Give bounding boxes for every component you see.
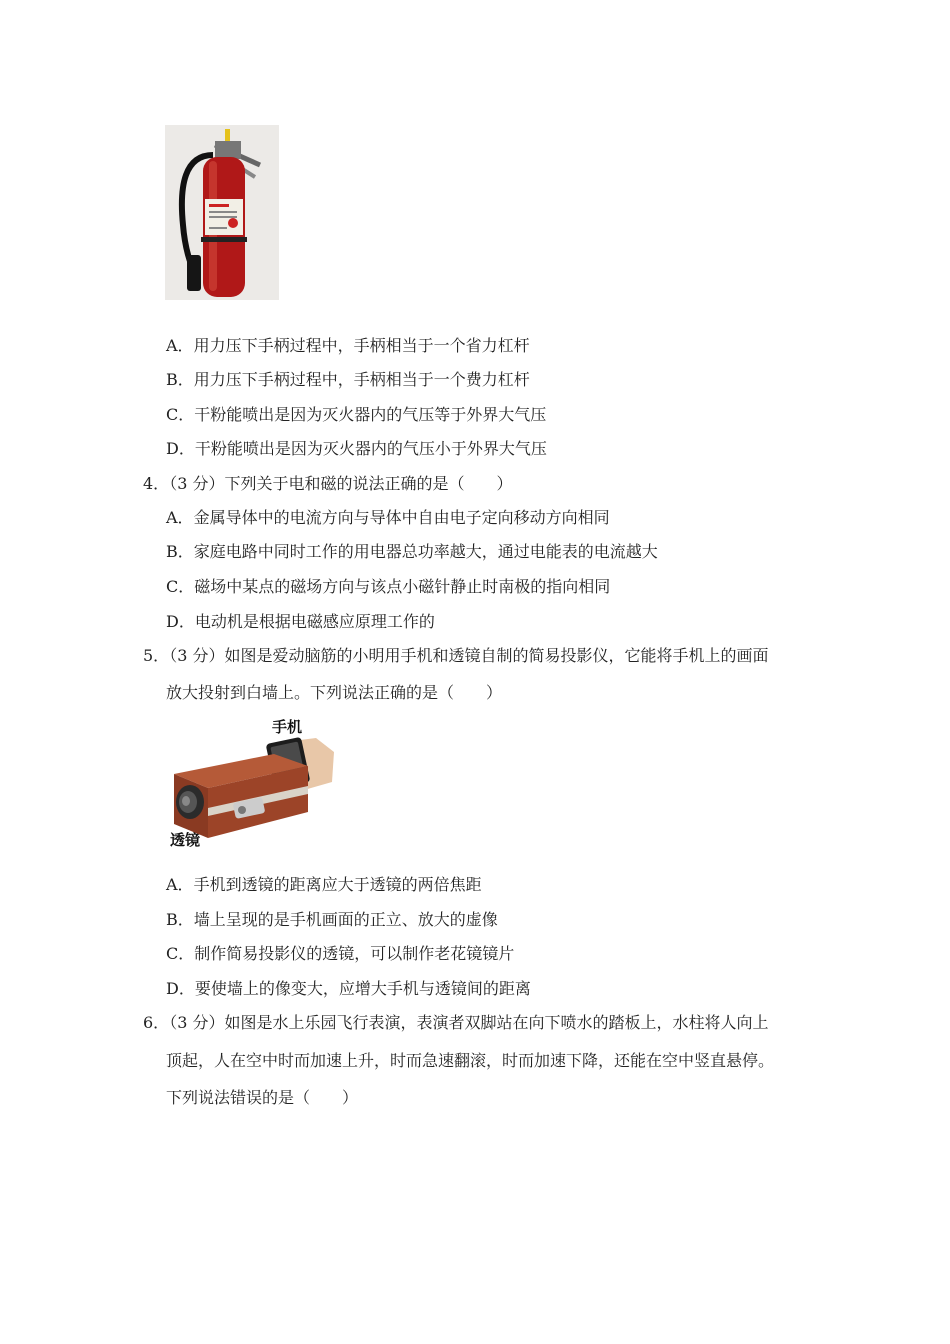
q3-option-b: B．用力压下手柄过程中，手柄相当于一个费力杠杆 — [166, 370, 530, 389]
q6-stem-line1: 6．（3 分）如图是水上乐园飞行表演，表演者双脚站在向下喷水的踏板上，水柱将人向上 — [143, 1013, 769, 1032]
q4-stem: 4．（3 分）下列关于电和磁的说法正确的是（ ） — [143, 474, 513, 493]
lens-label: 透镜 — [170, 831, 201, 849]
projector-image — [166, 712, 338, 852]
q4-option-d: D．电动机是根据电磁感应原理工作的 — [166, 612, 435, 631]
q5-stem-line2: 放大投射到白墙上。下列说法正确的是（ ） — [166, 683, 503, 702]
q5-option-a: A．手机到透镜的距离应大于透镜的两倍焦距 — [166, 875, 482, 894]
q4-option-a: A．金属导体中的电流方向与导体中自由电子定向移动方向相同 — [166, 508, 610, 527]
phone-label: 手机 — [272, 718, 303, 736]
q3-option-c: C．干粉能喷出是因为灭火器内的气压等于外界大气压 — [166, 405, 547, 424]
q3-option-a: A．用力压下手柄过程中，手柄相当于一个省力杠杆 — [166, 336, 530, 355]
fire-extinguisher-image — [165, 125, 279, 300]
q5-option-c: C．制作简易投影仪的透镜，可以制作老花镜镜片 — [166, 944, 515, 963]
fire-extinguisher-figure — [165, 125, 279, 300]
q3-option-d: D．干粉能喷出是因为灭火器内的气压小于外界大气压 — [166, 439, 547, 458]
q4-option-c: C．磁场中某点的磁场方向与该点小磁针静止时南极的指向相同 — [166, 577, 611, 596]
q5-option-b: B．墙上呈现的是手机画面的正立、放大的虚像 — [166, 910, 498, 929]
q6-stem-line2: 顶起，人在空中时而加速上升，时而急速翻滚，时而加速下降，还能在空中竖直悬停。 — [166, 1051, 775, 1070]
projector-figure — [166, 712, 338, 852]
q6-stem-line3: 下列说法错误的是（ ） — [166, 1088, 359, 1107]
q5-option-d: D．要使墙上的像变大，应增大手机与透镜间的距离 — [166, 979, 531, 998]
q4-option-b: B．家庭电路中同时工作的用电器总功率越大，通过电能表的电流越大 — [166, 542, 658, 561]
q5-stem-line1: 5．（3 分）如图是爱动脑筋的小明用手机和透镜自制的简易投影仪，它能将手机上的画面 — [143, 646, 769, 665]
